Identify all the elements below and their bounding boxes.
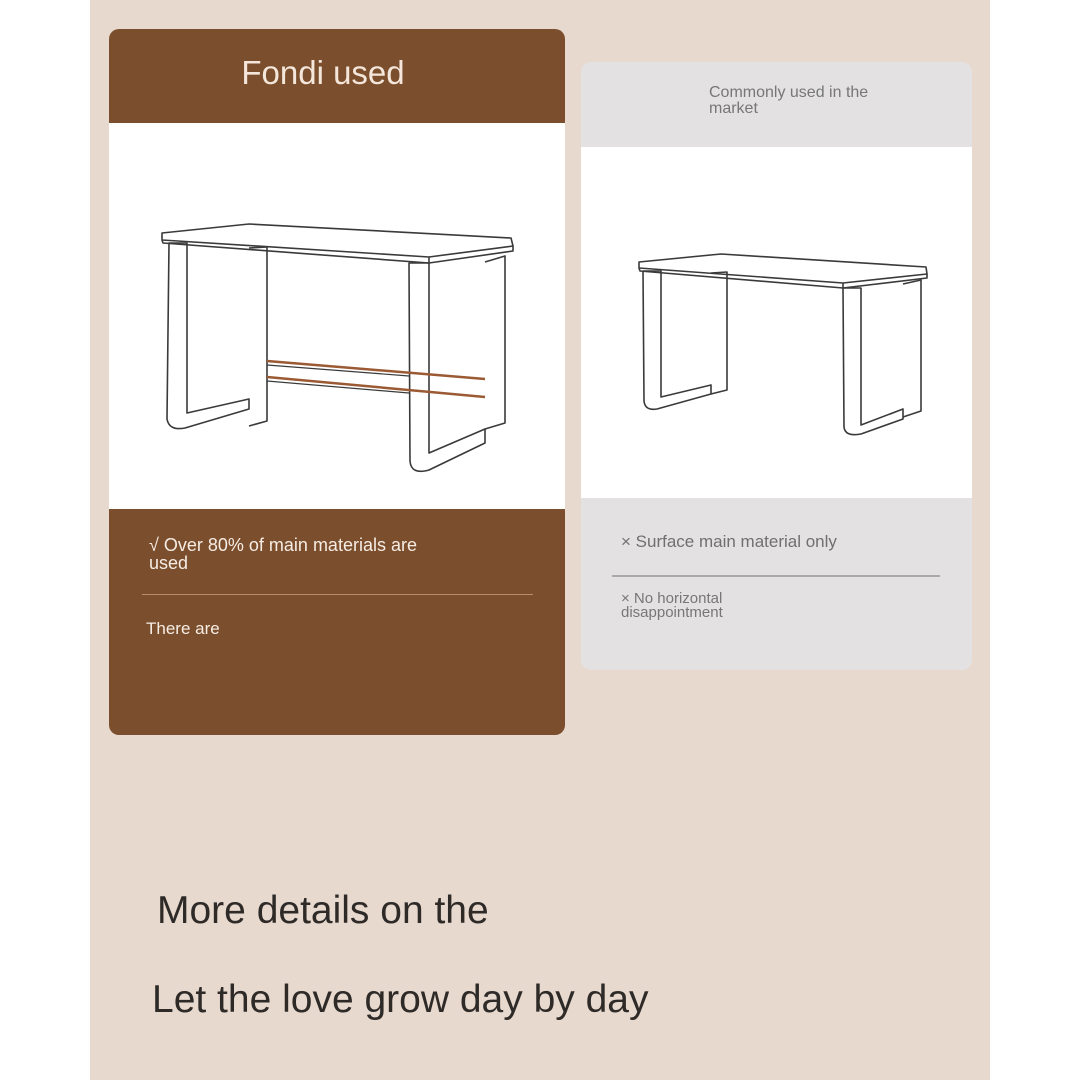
market-divider — [612, 575, 940, 577]
desk-with-crossbar-icon — [109, 123, 565, 509]
fondi-comparison-card — [109, 29, 565, 735]
market-desk-image — [581, 147, 972, 498]
market-card-title: Commonly used in the market — [709, 84, 869, 117]
market-comparison-card — [581, 62, 972, 670]
desk-without-crossbar-icon — [581, 147, 972, 498]
fondi-desk-image — [109, 123, 565, 509]
fondi-feature-main-materials: √ Over 80% of main materials are used — [149, 535, 417, 573]
tagline: Let the love grow day by day — [152, 978, 649, 1021]
fondi-divider — [142, 594, 533, 595]
market-feature-no-crossbar: × No horizontal disappointment — [621, 590, 723, 621]
fondi-feature-crossbar: There are — [146, 619, 220, 638]
details-heading: More details on the — [157, 889, 489, 932]
fondi-card-title: Fondi used — [241, 54, 405, 91]
market-feature-surface-material: × Surface main material only — [621, 532, 837, 551]
